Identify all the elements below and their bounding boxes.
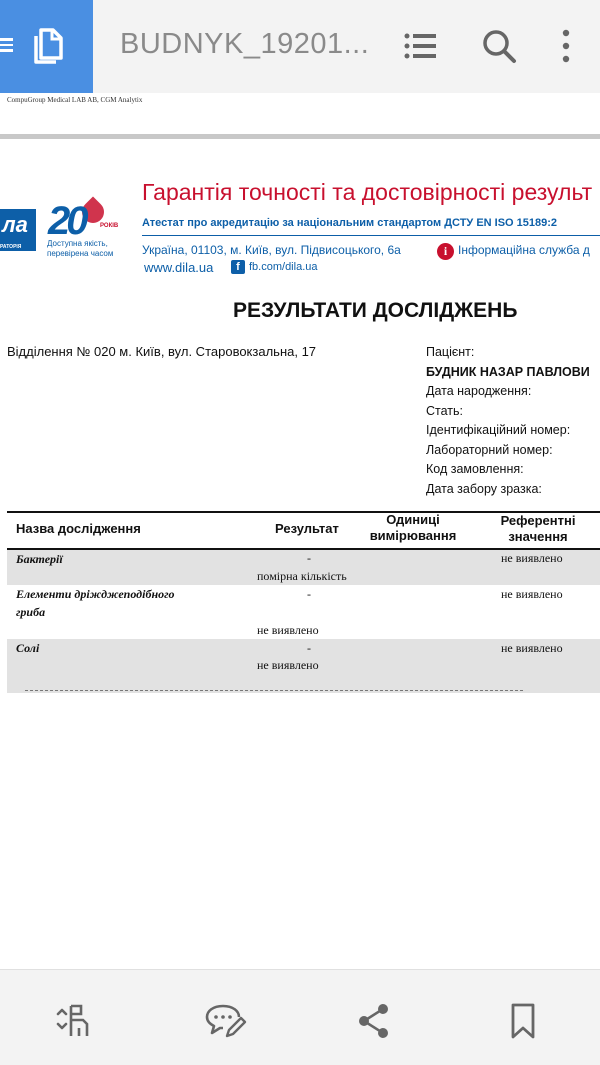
- reference-value: не виявлено: [501, 641, 563, 655]
- document-page[interactable]: [0, 139, 600, 969]
- patient-info: [426, 343, 590, 499]
- document-icon: [30, 26, 64, 71]
- reference-value: не виявлено: [501, 587, 563, 601]
- bottom-toolbar: [0, 969, 600, 1065]
- app-bar: [0, 0, 600, 93]
- accreditation-line: Атестат про акредитацію за національним стандартом ДСТУ EN ISO 15189:2: [142, 217, 558, 229]
- logo-tagline: Доступна якість, перевірена часом: [47, 239, 114, 258]
- bookmark-icon[interactable]: [510, 1002, 536, 1045]
- header-units: Одиниці вимірювання: [369, 512, 457, 543]
- table-row: [7, 585, 600, 639]
- letterhead-title: Гарантія точності та достовірності результ: [142, 179, 593, 205]
- convert-icon[interactable]: [54, 1002, 92, 1045]
- test-name: Елементи дріжджеподібного гриба: [16, 587, 175, 619]
- branch-address: Відділення № 020 м. Київ, вул. Старовокзальна, 17: [7, 344, 317, 359]
- letterhead-rule: [142, 235, 600, 236]
- facebook-link[interactable]: fb.com/dila.ua: [249, 261, 318, 273]
- lab-address: Україна, 01103, м. Київ, вул. Підвисоцького, 6а: [142, 243, 401, 257]
- search-icon[interactable]: [481, 28, 517, 69]
- header-reference: Референтні значення: [500, 513, 576, 544]
- result-dash: -: [307, 641, 311, 655]
- report-title: РЕЗУЛЬТАТИ ДОСЛІДЖЕНЬ: [233, 299, 518, 322]
- table-row: [7, 639, 600, 693]
- test-name: Бактерії: [16, 552, 63, 566]
- result-dash: -: [307, 551, 311, 565]
- id-number-label: Ідентифікаційний номер:: [426, 423, 571, 437]
- anniversary-unit: РОКІВ: [100, 223, 119, 229]
- sample-date-label: Дата забору зразка:: [426, 481, 542, 496]
- patient-label: Пацієнт:: [426, 345, 475, 359]
- result-value: не виявлено: [257, 623, 319, 637]
- info-service: Інформаційна служба д: [458, 243, 590, 257]
- result-value: не виявлено: [257, 658, 319, 672]
- table-end-line: [25, 690, 523, 691]
- facebook-icon: f: [231, 260, 245, 274]
- website-link[interactable]: www.dila.ua: [144, 260, 214, 275]
- sex-label: Стать:: [426, 403, 463, 418]
- table-row: [7, 550, 600, 585]
- more-vert-icon[interactable]: [560, 28, 572, 69]
- header-result: Результат: [275, 521, 339, 536]
- lab-logo-subtext: РАТОРІЯ: [0, 244, 22, 250]
- reference-value: не виявлено: [501, 551, 563, 565]
- result-value: помірна кількість: [257, 569, 347, 583]
- home-button[interactable]: [0, 0, 93, 93]
- lab-logo: ла: [0, 209, 36, 245]
- info-icon: i: [437, 243, 454, 260]
- order-code-label: Код замовлення:: [426, 462, 524, 476]
- list-icon[interactable]: [402, 28, 438, 69]
- doc-source-caption: CompuGroup Medical LAB AB, CGM Analytix: [7, 96, 143, 104]
- menu-icon[interactable]: [0, 38, 14, 52]
- file-title: BUDNYK_19201...: [120, 28, 370, 60]
- header-test-name: Назва дослідження: [16, 521, 141, 536]
- share-icon[interactable]: [357, 1002, 391, 1045]
- anniversary-logo: 20: [48, 199, 85, 243]
- lab-number-label: Лабораторний номер:: [426, 442, 553, 457]
- birth-date-label: Дата народження:: [426, 384, 532, 398]
- test-name: Солі: [16, 641, 40, 655]
- patient-name: БУДНИК НАЗАР ПАВЛОВИ: [426, 364, 590, 379]
- comment-icon[interactable]: [205, 1002, 247, 1045]
- result-dash: -: [307, 587, 311, 601]
